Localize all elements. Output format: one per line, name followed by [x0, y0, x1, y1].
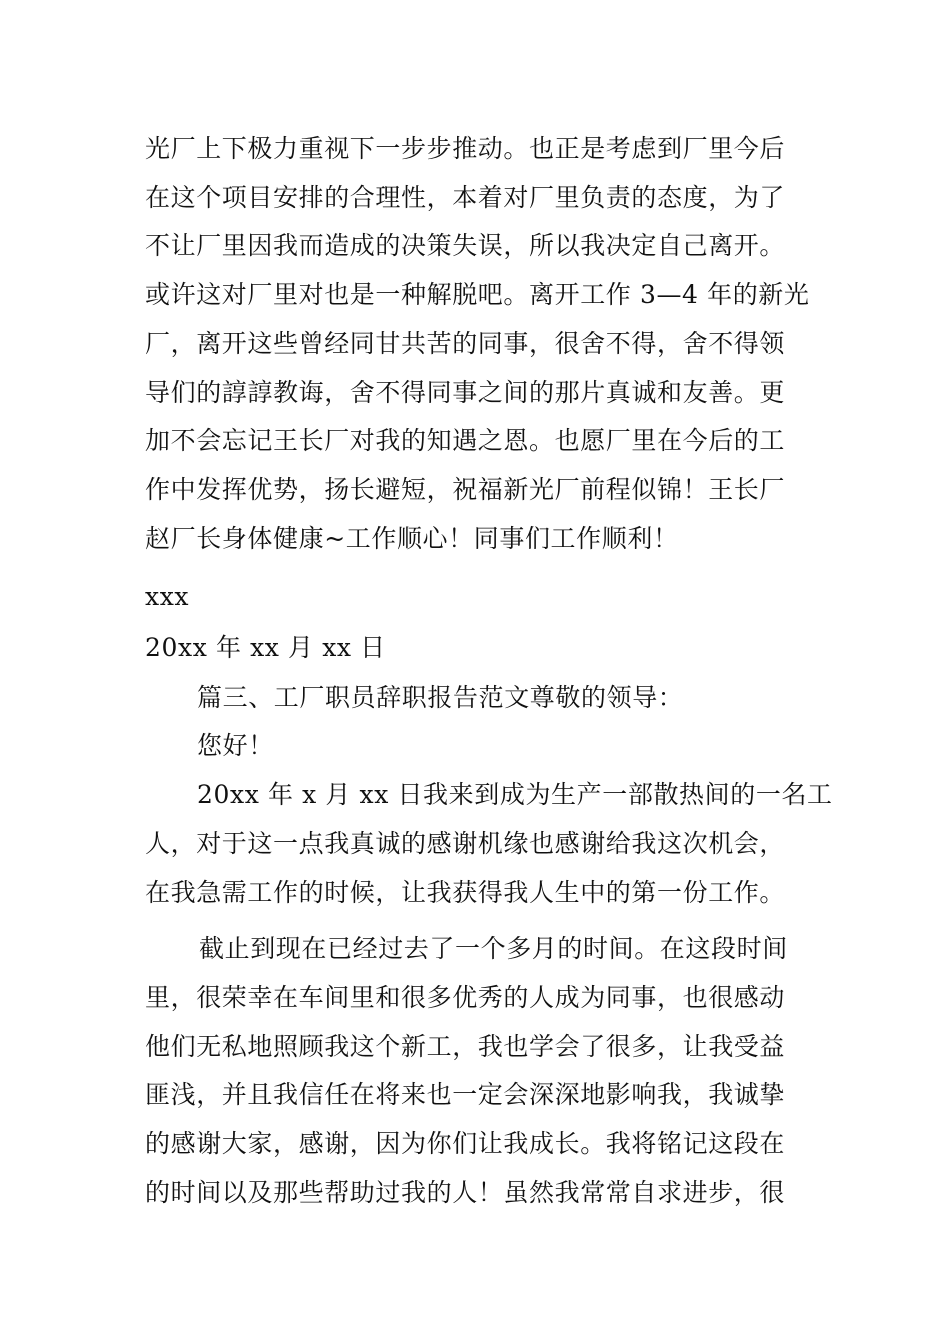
paragraph-line: 截止到现在已经过去了一个多月的时间。在这段时间 [199, 934, 788, 963]
paragraph-line: 20xx 年 x 月 xx 日我来到成为生产一部散热间的一名工 [197, 780, 833, 809]
paragraph-line: 他们无私地照顾我这个新工，我也学会了很多，让我受益 [145, 1032, 786, 1061]
paragraph-line: 厂，离开这些曾经同甘共苦的同事，很舍不得，舍不得领 [145, 329, 786, 358]
signature-date: 20xx 年 xx 月 xx 日 [145, 633, 386, 662]
paragraph-line: 导们的諄諄教诲，舍不得同事之间的那片真诚和友善。更 [145, 378, 786, 407]
paragraph-line: 加不会忘记王长厂对我的知遇之恩。也愿厂里在今后的工 [145, 426, 786, 455]
paragraph-line: 人，对于这一点我真诚的感谢机缘也感谢给我这次机会， [145, 829, 786, 858]
paragraph-line: 或许这对厂里对也是一种解脱吧。离开工作 3—4 年的新光 [145, 280, 810, 309]
paragraph-line: 里，很荣幸在车间里和很多优秀的人成为同事，也很感动 [145, 983, 786, 1012]
paragraph-line: 光厂上下极力重视下一步步推动。也正是考虑到厂里今后 [145, 134, 786, 163]
greeting: 您好！ [197, 731, 274, 760]
paragraph-line: 不让厂里因我而造成的决策失误，所以我决定自己离开。 [145, 231, 786, 260]
signature-name: xxx [145, 582, 190, 611]
paragraph-line: 作中发挥优势，扬长避短，祝福新光厂前程似锦！王长厂 [145, 475, 786, 504]
paragraph-line: 匪浅，并且我信任在将来也一定会深深地影响我，我诚挚 [145, 1080, 786, 1109]
paragraph-line: 在这个项目安排的合理性，本着对厂里负责的态度，为了 [145, 183, 786, 212]
paragraph-line: 在我急需工作的时候，让我获得我人生中的第一份工作。 [145, 878, 786, 907]
paragraph-line: 赵厂长身体健康~工作顺心！同事们工作顺利！ [145, 524, 679, 553]
paragraph-line: 的时间以及那些帮助过我的人！虽然我常常自求进步，很 [145, 1178, 786, 1207]
section-heading: 篇三、工厂职员辞职报告范文尊敬的领导： [197, 683, 684, 712]
paragraph-line: 的感谢大家，感谢，因为你们让我成长。我将铭记这段在 [145, 1129, 786, 1158]
